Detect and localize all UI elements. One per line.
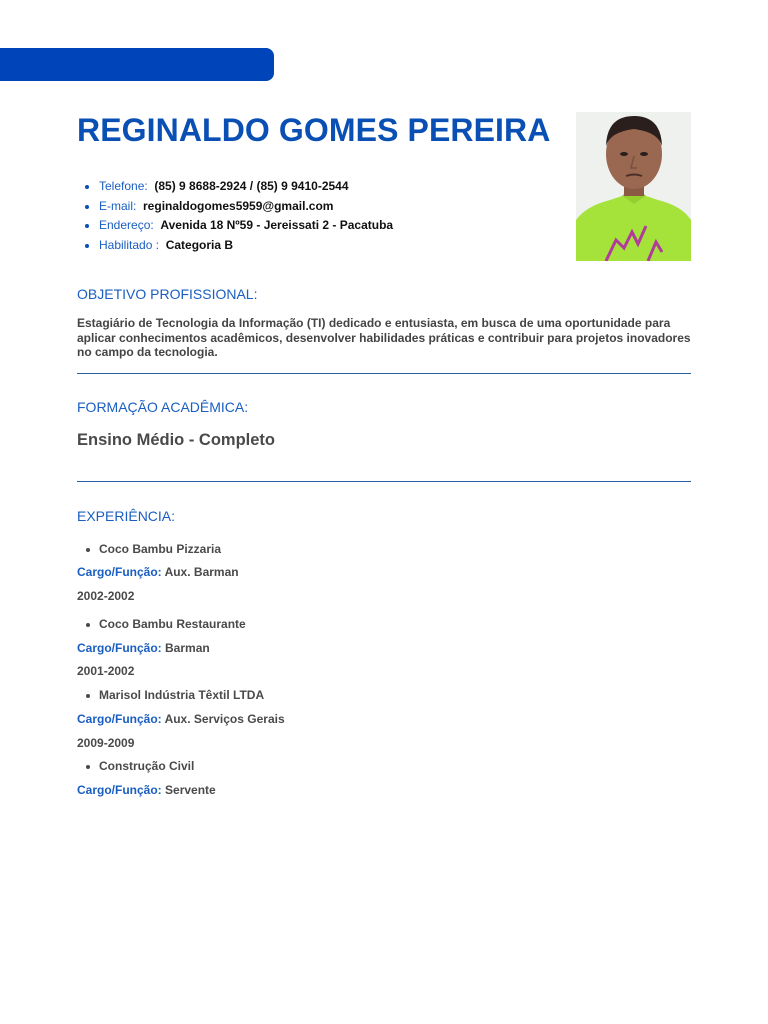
profile-photo bbox=[576, 112, 691, 261]
contact-value: reginaldogomes5959@gmail.com bbox=[143, 198, 334, 213]
contact-phone bbox=[77, 177, 393, 197]
contact-value: Categoria B bbox=[165, 237, 234, 252]
section-divider bbox=[77, 373, 691, 374]
contact-label: Habilitado : bbox=[99, 237, 160, 252]
experience-role bbox=[77, 565, 239, 579]
contact-list bbox=[77, 177, 393, 255]
education-title: FORMAÇÃO ACADÊMICA: bbox=[77, 399, 249, 415]
experience-period: 2001-2002 bbox=[77, 664, 135, 678]
section-divider bbox=[77, 481, 691, 482]
experience-company: Coco Bambu Pizzaria bbox=[77, 542, 221, 556]
experience-title: EXPERIÊNCIA: bbox=[77, 508, 176, 524]
experience-role-label: Cargo/Função: bbox=[77, 641, 162, 655]
contact-value: (85) 9 8688-2924 / (85) 9 9410-2544 bbox=[154, 179, 349, 193]
experience-period: 2002-2002 bbox=[77, 589, 135, 603]
experience-role bbox=[77, 641, 210, 655]
contact-license bbox=[77, 236, 393, 256]
contact-email bbox=[77, 197, 393, 217]
candidate-name: REGINALDO GOMES PEREIRA bbox=[77, 112, 551, 148]
experience-role-value: Aux. Serviços Gerais bbox=[164, 712, 285, 726]
experience-role-label: Cargo/Função: bbox=[77, 712, 162, 726]
education-text: Ensino Médio - Completo bbox=[77, 431, 275, 449]
experience-period: 2009-2009 bbox=[77, 736, 135, 750]
experience-role-label: Cargo/Função: bbox=[77, 783, 162, 797]
contact-label: Telefone: bbox=[99, 179, 148, 193]
experience-company: Marisol Indústria Têxtil LTDA bbox=[77, 688, 264, 702]
experience-role bbox=[77, 783, 216, 797]
objective-text: Estagiário de Tecnologia da Informação (TI) dedicado e entusiasta, em busca de uma oportunidade para aplicar conhecimentos acadêmicos, desenvolver habilidades práticas e contribuir para projetos inovadores no campo da tecnologia. bbox=[77, 316, 691, 360]
objective-title: OBJETIVO PROFISSIONAL: bbox=[77, 286, 258, 302]
contact-address bbox=[77, 216, 393, 236]
experience-company: Construção Civil bbox=[77, 759, 194, 773]
experience-role-value: Barman bbox=[165, 641, 210, 655]
experience-role-value: Servente bbox=[165, 783, 216, 797]
experience-role-value: Aux. Barman bbox=[164, 565, 239, 579]
experience-role-label: Cargo/Função: bbox=[77, 565, 162, 579]
experience-role bbox=[77, 712, 285, 726]
contact-value: Avenida 18 Nº59 - Jereissati 2 - Pacatuba bbox=[160, 218, 394, 232]
contact-label: E-mail: bbox=[99, 198, 137, 213]
contact-label: Endereço: bbox=[99, 218, 154, 232]
header-accent-bar bbox=[0, 48, 274, 81]
experience-company: Coco Bambu Restaurante bbox=[77, 617, 246, 631]
